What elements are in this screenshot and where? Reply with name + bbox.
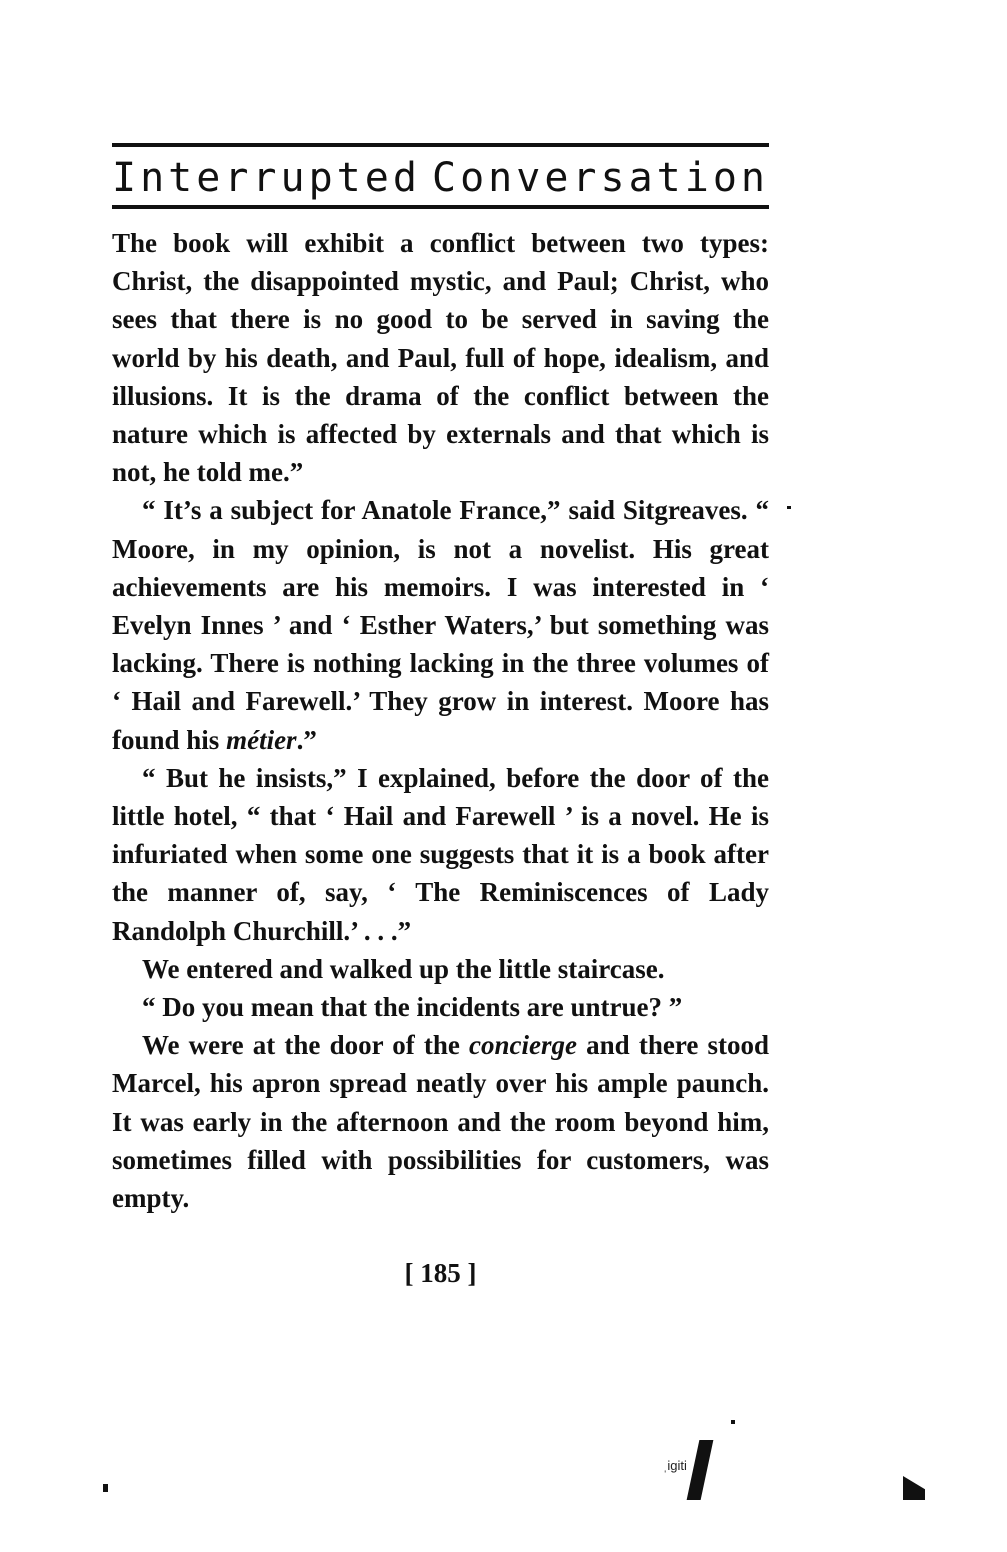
scan-artifact-speck [103, 1484, 108, 1492]
header-rule-bottom [112, 205, 769, 209]
italic-metier: métier [226, 724, 297, 755]
body-text [112, 224, 769, 1217]
running-header [112, 152, 769, 204]
paragraph-6 [112, 1026, 769, 1217]
paragraph-2 [112, 491, 769, 758]
italic-concierge: concierge [469, 1030, 577, 1061]
paragraph-5 [112, 988, 769, 1026]
header-rule-top [112, 143, 769, 147]
paragraph-4-text: We entered and walked up the little staircase. [142, 953, 665, 984]
scan-watermark: ˌigiti [663, 1458, 687, 1473]
running-header-right: Conversation [432, 155, 769, 201]
paragraph-2-text: “ It’s a subject for Anatole France,” said Sitgreaves. “ Moore, in my opinion, is not a novelist. His great achievements are his memoirs. I was interested in ‘ Evelyn Innes ’ and ‘ Esther Waters,’ but something was lacking. There is nothing lacking in the three volumes of ‘ Hail and Farewell.’ They grow in interest. Moore has found his [112, 495, 769, 755]
scan-artifact-slash [687, 1440, 714, 1500]
paragraph-2-close: .” [296, 724, 317, 755]
paragraph-5-text: “ Do you mean that the incidents are untrue? ” [142, 992, 683, 1023]
paragraph-3-text: “ But he insists,” I explained, before the door of the little hotel, “ that ‘ Hail and Farewell ’ is a novel. He is infuriated when some one suggests that it is a book after the manner of, say, ‘ The Reminiscences of Lady Randolph Churchill.’ . . .” [112, 762, 769, 946]
paragraph-3 [112, 759, 769, 950]
scan-artifact-corner [903, 1476, 925, 1500]
scan-artifact-margin [787, 506, 791, 509]
page-number: [ 185 ] [404, 1258, 477, 1288]
paragraph-1-text: The book will exhibit a conflict between two types: Christ, the disappointed mystic, and Paul; Christ, who sees that there is no good to be served in saving the world by his death, and Paul, full of hope, idealism, and illusions. It is the drama of the conflict between the nature which is affected by externals and that which is not, he told me.” [112, 228, 769, 488]
paragraph-4 [112, 950, 769, 988]
paragraph-1 [112, 224, 769, 491]
paragraph-6-text-b: and there stood Marcel, his apron spread neatly over his ample paunch. It was early in the afternoon and the room beyond him, sometimes filled with possibilities for customers, was empty. [112, 1030, 769, 1214]
paragraph-6-text-a: We were at the door of the [142, 1030, 470, 1061]
running-header-left: Interrupted [112, 155, 421, 201]
scan-artifact-dot [731, 1420, 735, 1424]
